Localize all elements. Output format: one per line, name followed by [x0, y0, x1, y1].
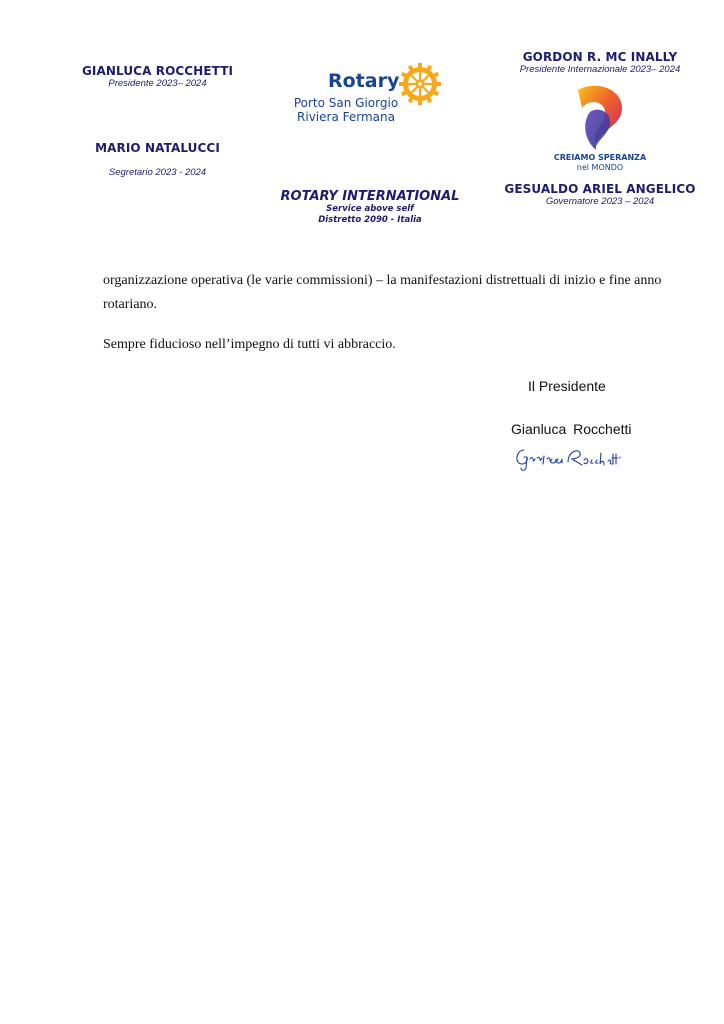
ri-title: ROTARY INTERNATIONAL — [280, 189, 460, 204]
theme-logo — [553, 82, 647, 172]
theme-line1: CREIAMO SPERANZA — [553, 153, 647, 162]
theme-line2: nel MONDO — [576, 163, 624, 172]
club-logo-line1: Porto San Giorgio — [293, 96, 399, 110]
president-role: Presidente 2023– 2024 — [108, 78, 207, 89]
ri-motto: Service above self — [326, 204, 414, 214]
closing-title: Il Presidente — [528, 378, 606, 394]
body-paragraph-1: organizzazione operativa (le varie commissioni) – la manifestazioni distrettuali di inizio e fine anno rotariano. — [103, 273, 662, 312]
secretary-role: Segretario 2023 - 2024 — [108, 167, 207, 178]
international-president-name: GORDON R. MC INALLY — [522, 50, 678, 64]
handwritten-signature — [512, 444, 632, 472]
governor-name: GESUALDO ARIEL ANGELICO — [504, 182, 696, 196]
signer-name: Gianluca Rocchetti — [511, 421, 632, 437]
club-logo — [286, 60, 446, 126]
secretary-block — [70, 141, 245, 178]
hope-flame-icon — [560, 82, 640, 152]
president-name: GIANLUCA ROCCHETTI — [81, 64, 234, 78]
international-president-role: Presidente Internazionale 2023– 2024 — [519, 64, 681, 75]
ri-district: Distretto 2090 - Italia — [318, 215, 422, 225]
rotary-international-block — [270, 189, 470, 226]
club-logo-line2: Riviera Fermana — [297, 110, 395, 124]
body-paragraph-2: Sempre fiducioso nell’impegno di tutti vi abbraccio. — [103, 337, 396, 352]
president-block — [70, 64, 245, 89]
international-president-block — [500, 50, 700, 75]
governor-role: Governatore 2023 – 2024 — [545, 196, 655, 207]
governor-block — [500, 182, 700, 207]
secretary-name: MARIO NATALUCCI — [95, 141, 220, 155]
club-logo-word: Rotary — [328, 70, 400, 92]
